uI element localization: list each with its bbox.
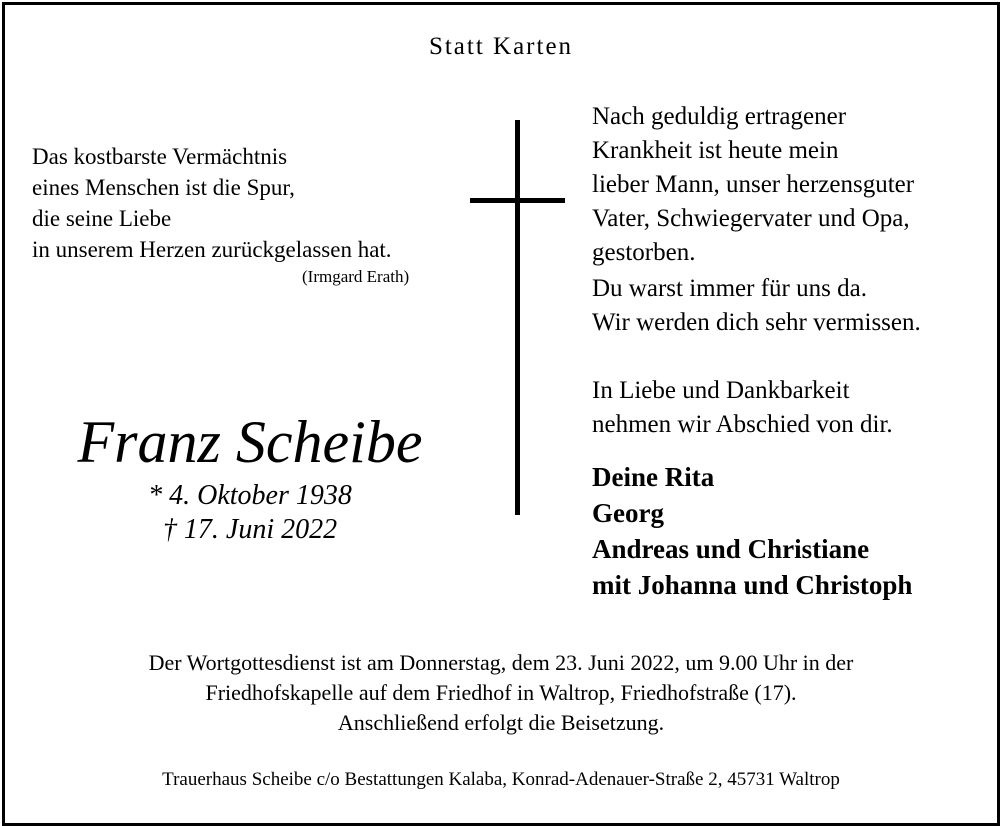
- announcement-line: In Liebe und Dankbarkeit: [592, 377, 850, 404]
- cross-horizontal-bar: [470, 198, 565, 203]
- family-member: Deine Rita: [592, 462, 715, 492]
- memorial-quote: [32, 141, 452, 265]
- announcement-line: nehmen wir Abschied von dir.: [592, 411, 893, 438]
- family-member: Andreas und Christiane: [592, 534, 870, 564]
- announcement-line: Nach geduldig ertragener: [592, 103, 847, 130]
- service-line: Der Wortgottesdienst ist am Donnerstag, dem 23. Juni 2022, um 9.00 Uhr in der: [148, 650, 854, 675]
- family-signatures: [592, 459, 912, 603]
- announcement-line: gestorben.: [592, 239, 696, 266]
- quote-author: (Irmgard Erath): [302, 267, 410, 286]
- service-details: [5, 648, 997, 738]
- announcement-paragraph-3: [592, 374, 893, 442]
- announcement-line: lieber Mann, unser herzensguter: [592, 171, 915, 198]
- deceased-name: Franz Scheibe: [77, 409, 423, 475]
- service-line: Friedhofskapelle auf dem Friedhof in Waltrop, Friedhofstraße (17).: [205, 680, 797, 705]
- header-statt-karten: Statt Karten: [428, 33, 574, 60]
- cross-vertical-bar: [515, 120, 520, 515]
- quote-line: die seine Liebe: [32, 206, 172, 231]
- quote-line: Das kostbarste Vermächtnis: [32, 144, 288, 169]
- quote-line: eines Menschen ist die Spur,: [32, 175, 295, 200]
- announcement-line: Du warst immer für uns da.: [592, 275, 867, 302]
- announcement-paragraph-1: [592, 100, 914, 270]
- announcement-line: Krankheit ist heute mein: [592, 137, 839, 164]
- announcement-paragraph-2: [592, 272, 921, 340]
- death-date: † 17. Juni 2022: [162, 514, 338, 545]
- birth-date: * 4. Oktober 1938: [148, 480, 352, 511]
- family-member: Georg: [592, 498, 664, 528]
- mourning-address: Trauerhaus Scheibe c/o Bestattungen Kalaba, Konrad-Adenauer-Straße 2, 45731 Waltrop: [162, 769, 840, 790]
- announcement-line: Wir werden dich sehr vermissen.: [592, 309, 921, 336]
- family-member: mit Johanna und Christoph: [592, 570, 913, 600]
- service-line: Anschließend erfolgt die Beisetzung.: [337, 710, 665, 735]
- quote-line: in unserem Herzen zurückgelassen hat.: [32, 237, 392, 262]
- obituary-notice: [2, 2, 1000, 826]
- announcement-line: Vater, Schwiegervater und Opa,: [592, 205, 910, 232]
